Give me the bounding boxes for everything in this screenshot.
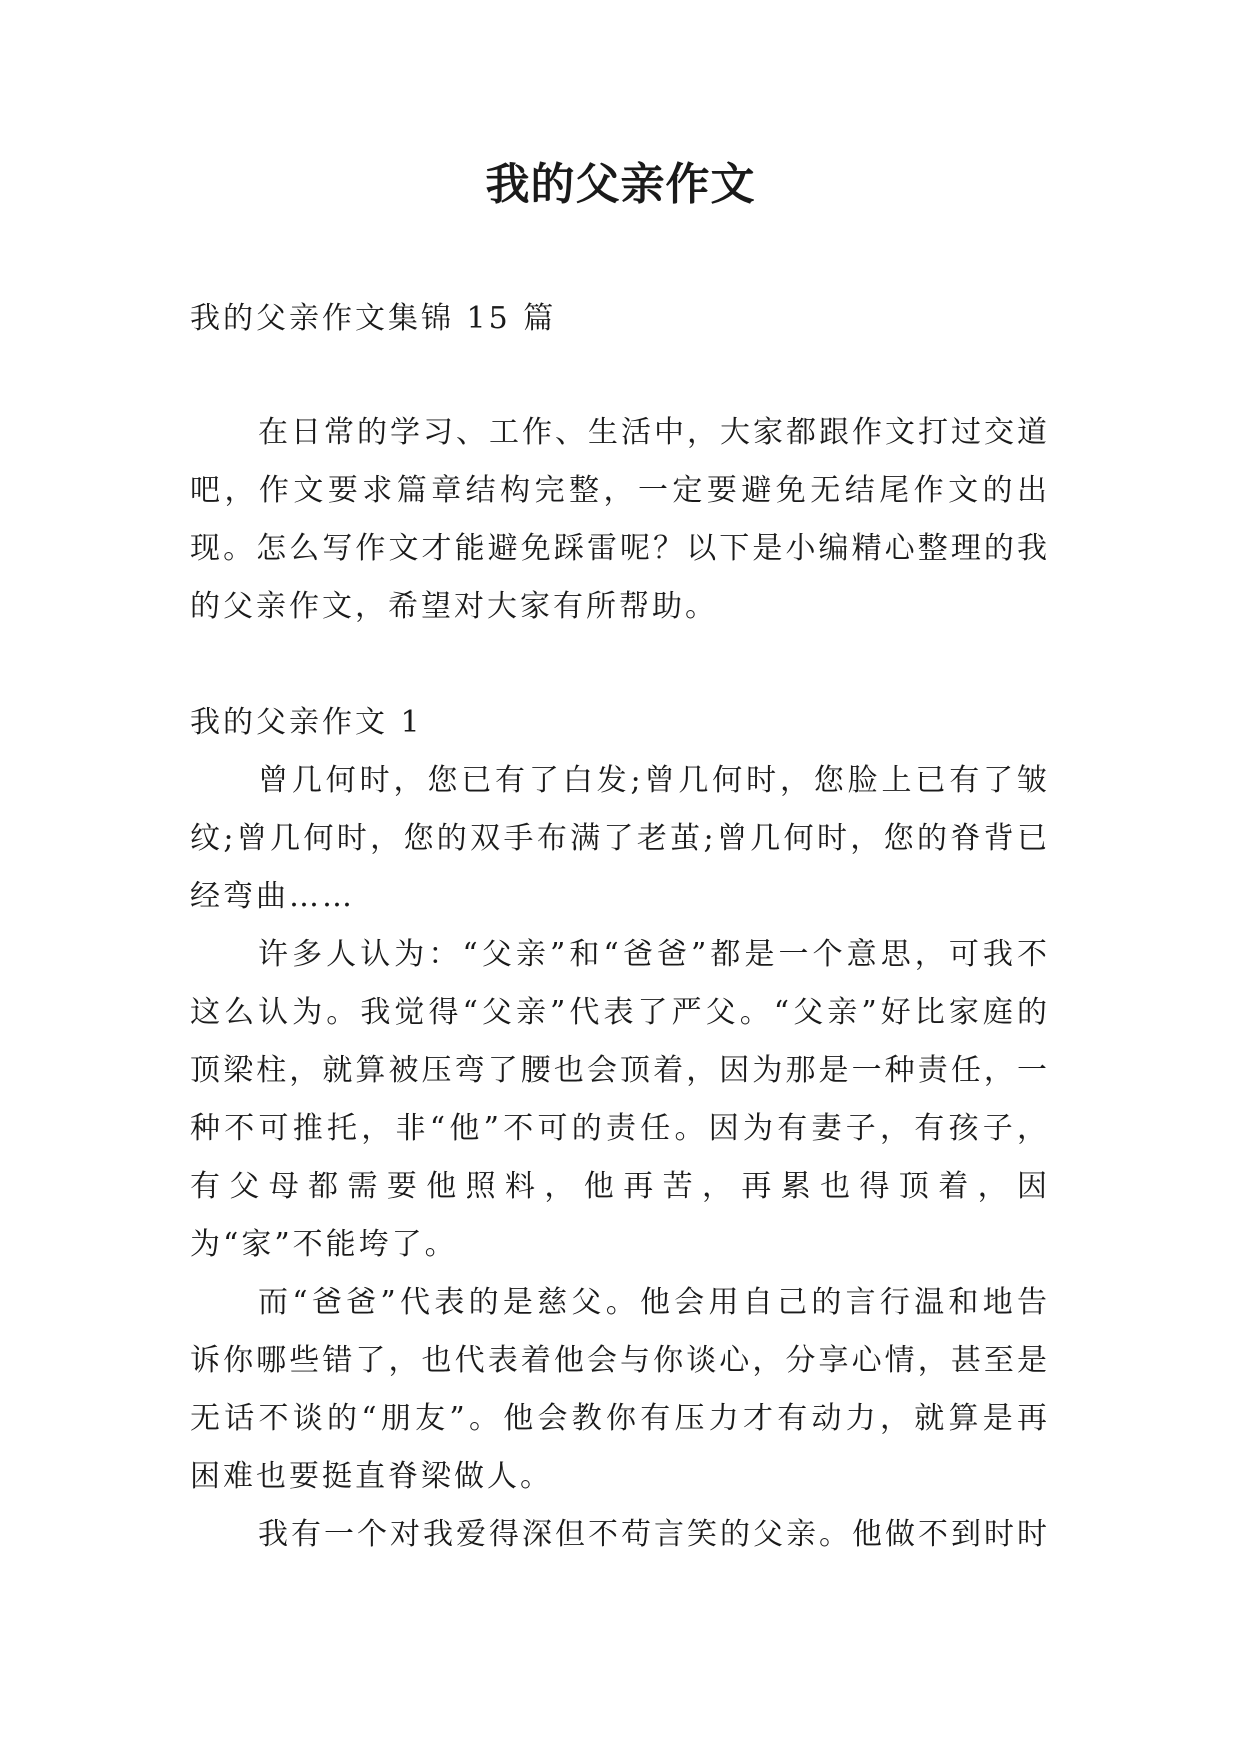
document-subtitle: 我的父亲作文集锦 15 篇 (190, 301, 557, 336)
body-paragraph: 曾几何时，您已有了白发;曾几何时，您脸上已有了皱纹;曾几何时，您的双手布满了老茧;曾几何时，您的脊背已经弯曲…… (190, 763, 1050, 914)
body-paragraph: 许多人认为：“父亲”和“爸爸”都是一个意思，可我不这么认为。我觉得“父亲”代表了严父。“父亲”好比家庭的顶梁柱，就算被压弯了腰也会顶着，因为那是一种责任，一种不可推托，非“他”不可的责任。因为有妻子，有孩子，有父母都需要他照料，他再苦，再累也得顶着，因为“家”不能垮了。 (190, 937, 1050, 1262)
body-paragraph: 而“爸爸”代表的是慈父。他会用自己的言行温和地告诉你哪些错了，也代表着他会与你谈心，分享心情，甚至是无话不谈的“朋友”。他会教你有压力才有动力，就算是再困难也要挺直脊梁做人。 (190, 1285, 1050, 1494)
intro-paragraph: 在日常的学习、工作、生活中，大家都跟作文打过交道吧，作文要求篇章结构完整，一定要避免无结尾作文的出现。怎么写作文才能避免踩雷呢？以下是小编精心整理的我的父亲作文，希望对大家有所帮助。 (190, 415, 1050, 624)
document-title: 我的父亲作文 (485, 159, 756, 210)
body-paragraph: 我有一个对我爱得深但不苟言笑的父亲。他做不到时时 (258, 1517, 1050, 1552)
section-heading: 我的父亲作文 1 (190, 705, 423, 740)
document-body (190, 290, 1050, 1564)
